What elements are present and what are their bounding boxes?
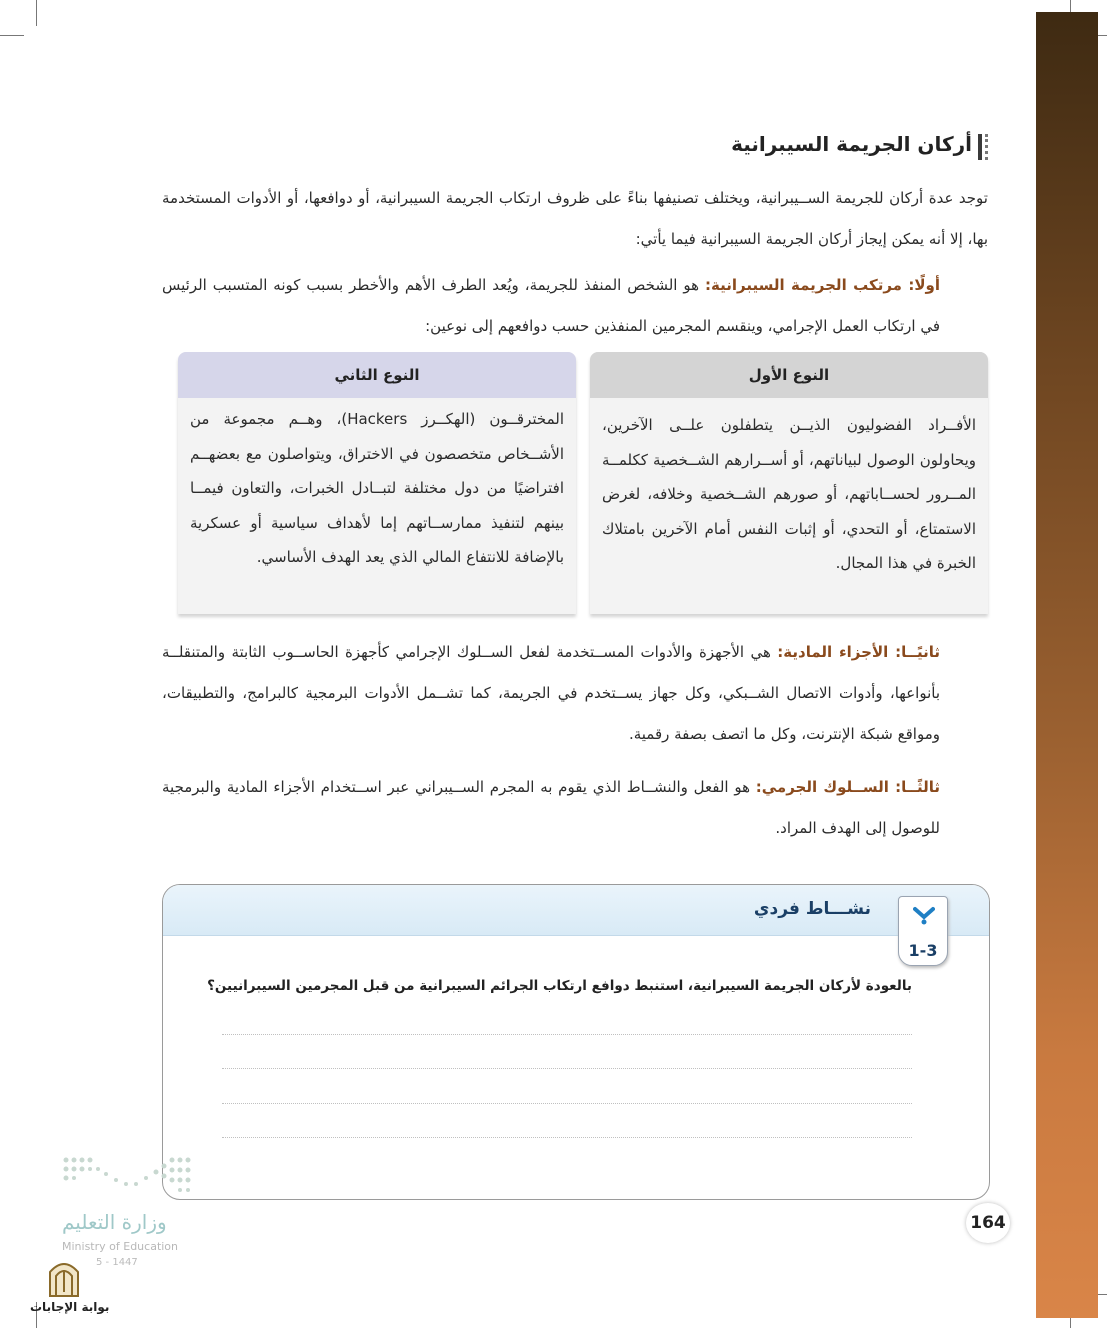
ministry-year: 5 - 1447 [96, 1257, 138, 1268]
watermark-text: بوابة الإجابات [30, 1300, 110, 1314]
section-title: أركان الجريمة السيبرانية [731, 132, 972, 156]
answer-line[interactable] [222, 1068, 912, 1069]
type-two-text: المخترقــون (الهكــرز Hackers)، وهــم مجموعة من الأشــخاص متخصصون في الاختراق، ويتواصلون مع بعضهــم افتراضيًا من دول مختلفة لتبــادل الخبرات، والتعاون فيمــا بينهم لتنفيذ ممارســاتهم إما لأهداف سياسية أو عسكرية بالإضافة للانتفاع المالي الذي يعد الهدف الأساسي. [190, 410, 564, 566]
activity-badge [898, 896, 948, 966]
chevron-down-icon [913, 905, 935, 925]
page-number: 164 [966, 1203, 1010, 1243]
third-pillar-paragraph [162, 767, 940, 849]
third-pillar-lead: ثالثًــا: الســلوك الجرمي: [755, 778, 940, 796]
activity-number: 1-3 [908, 941, 938, 960]
type-one-text: الأفــراد الفضوليون الذيــن يتطفلون علــى الآخرين، ويحاولون الوصول لبياناتهم، أو أســرارهم الشــخصية ككلمــة المــرور لحســاباتهم، أو صورهم الشــخصية وخلافه، لغرض الاستمتاع، أو التحدي، أو إثبات النفس أمام الآخرين بامتلاك الخبرة في هذا المجال. [602, 416, 976, 572]
page-side-strip [1036, 12, 1098, 1318]
ministry-name-english: Ministry of Education [62, 1240, 179, 1253]
heading-marker-icon [978, 134, 988, 160]
type-one-title: النوع الأول [590, 352, 988, 398]
watermark-logo-icon [44, 1256, 84, 1300]
second-pillar-text: هي الأجهزة والأدوات المســتخدمة لفعل الســلوك الإجرامي كأجهزة الحاســوب الثابتة والمتنقلــة بأنواعها، وأدوات الاتصال الشــبكي، وكل جهاز يســتخدم في الجريمة، كما تشــمل الأدوات البرمجية كالبرامج، والتطبيقات، ومواقع شبكة الإنترنت، وكل ما اتصف بصفة رقمية. [162, 643, 940, 743]
third-pillar-text: هو الفعل والنشــاط الذي يقوم به المجرم الســيبراني عبر اســتخدام الأجزاء المادية والبرمجية للوصول إلى الهدف المراد. [162, 778, 940, 837]
first-pillar-lead: أولًا: مرتكب الجريمة السيبرانية: [705, 276, 940, 294]
activity-box [162, 884, 990, 1200]
answer-line[interactable] [222, 1034, 912, 1035]
type-two-title: النوع الثاني [178, 352, 576, 398]
crop-mark [0, 35, 24, 36]
crop-mark [36, 0, 37, 26]
activity-title: نشـــاط فردي [753, 899, 871, 919]
intro-paragraph: توجد عدة أركان للجريمة الســيبرانية، ويختلف تصنيفها بناءً على ظروف ارتكاب الجريمة السيبرانية، أو دوافعها، أو الأدوات المستخدمة بها، إلا أنه يمكن إيجاز أركان الجريمة السيبرانية فيما يأتي: [162, 189, 988, 248]
ministry-name-arabic: وزارة التعليم [62, 1210, 167, 1234]
second-pillar-lead: ثانيًــا: الأجزاء المادية: [777, 643, 941, 661]
type-one-box [590, 352, 988, 614]
answer-line[interactable] [222, 1137, 912, 1138]
activity-header [163, 885, 989, 936]
answer-line[interactable] [222, 1103, 912, 1104]
first-pillar-text: هو الشخص المنفذ للجريمة، ويُعد الطرف الأهم والأخطر بسبب كونه المتسبب الرئيس في ارتكاب العمل الإجرامي، وينقسم المجرمين المنفذين حسب دوافعهم إلى نوعين: [162, 276, 940, 335]
first-pillar-paragraph [162, 265, 940, 347]
type-two-box [178, 352, 576, 614]
ministry-logo-icon [60, 1154, 200, 1204]
activity-question: بالعودة لأركان الجريمة السيبرانية، استنبط دوافع ارتكاب الجرائم السيبرانية من قبل المجرمين السيبرانيين؟ [207, 978, 912, 994]
second-pillar-paragraph [162, 632, 940, 755]
